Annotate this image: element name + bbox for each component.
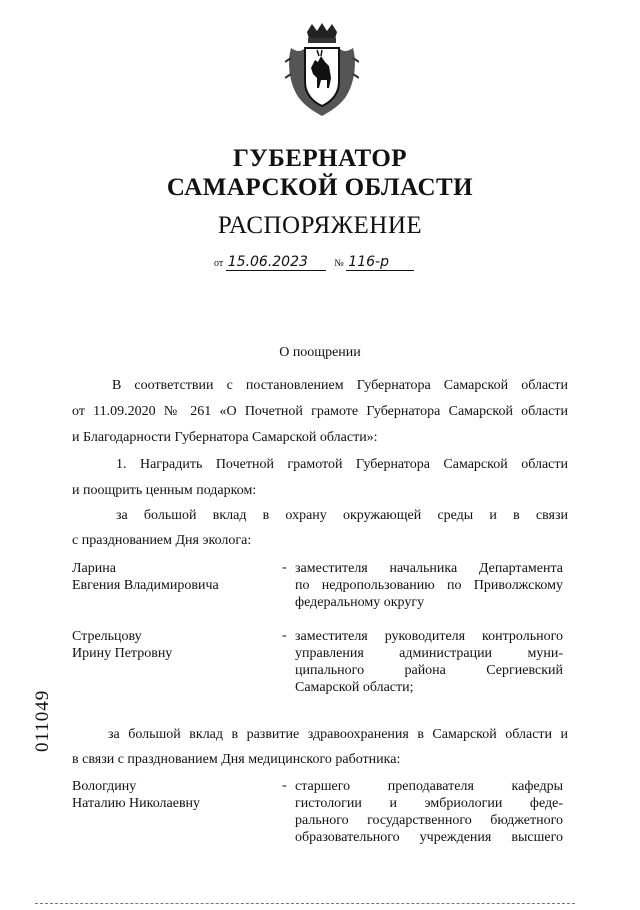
position-line: гистологии и эмбриологии феде- <box>295 796 563 811</box>
dash-separator: - <box>282 628 287 643</box>
position-line: по недропользованию по Приволжскому <box>295 578 563 593</box>
item1-line1: 1. Наградить Почетной грамотой Губернатора Самарской области <box>116 457 568 472</box>
title-line2: САМАРСКОЙ ОБЛАСТИ <box>166 174 474 201</box>
document-type: РАСПОРЯЖЕНИЕ <box>217 212 423 239</box>
position-line: старшего преподавателя кафедры <box>295 779 563 794</box>
person-name-surname: Стрельцову <box>72 629 142 644</box>
group1-intro-line2: с празднованием Дня эколога: <box>72 533 252 548</box>
date-value: 15.06.2023 <box>226 254 326 271</box>
position-line: заместителя начальника Департамента <box>295 561 563 576</box>
subject: О поощрении <box>279 345 361 360</box>
number-value: 116-р <box>346 254 414 271</box>
person-name-surname: Вологдину <box>72 779 137 794</box>
dash-separator: - <box>282 560 287 575</box>
person-name-given: Наталию Николаевну <box>72 796 201 811</box>
position-line: управления администрации муни- <box>295 646 563 661</box>
group1-intro-line1: за большой вклад в охрану окружающей среды и в связи <box>116 508 568 523</box>
side-stamp-number: 011049 <box>32 689 53 752</box>
date-prefix: от <box>214 258 224 269</box>
group2-intro-line2: в связи с празднованием Дня медицинского работника: <box>72 752 401 767</box>
date-number-line <box>214 254 414 271</box>
title-line1: ГУБЕРНАТОР <box>232 145 408 172</box>
dash-separator: - <box>282 778 287 793</box>
samara-coat-of-arms-emblem <box>285 22 359 118</box>
position-line: рального государственного бюджетного <box>295 813 563 828</box>
preamble-line3: и Благодарности Губернатора Самарской области»: <box>72 430 378 445</box>
person-name-surname: Ларина <box>72 561 116 576</box>
item1-line2: и поощрить ценным подарком: <box>72 483 257 498</box>
position-line: федеральному округу <box>295 595 425 610</box>
preamble-line2: от 11.09.2020 № 261 «О Почетной грамоте Губернатора Самарской области <box>72 404 568 419</box>
position-line: Самарской области; <box>295 680 414 695</box>
person-name-given: Евгения Владимировича <box>72 578 219 593</box>
page-bottom-edge <box>35 903 575 904</box>
number-prefix: № <box>334 258 344 269</box>
group2-intro-line1: за большой вклад в развитие здравоохранения в Самарской области и <box>108 727 568 742</box>
position-line: заместителя руководителя контрольного <box>295 629 563 644</box>
position-line: ципального района Сергиевский <box>295 663 563 678</box>
person-name-given: Ирину Петровну <box>72 646 173 661</box>
position-line: образовательного учреждения высшего <box>295 830 563 845</box>
preamble-line1: В соответствии с постановлением Губернатора Самарской области <box>112 378 568 393</box>
